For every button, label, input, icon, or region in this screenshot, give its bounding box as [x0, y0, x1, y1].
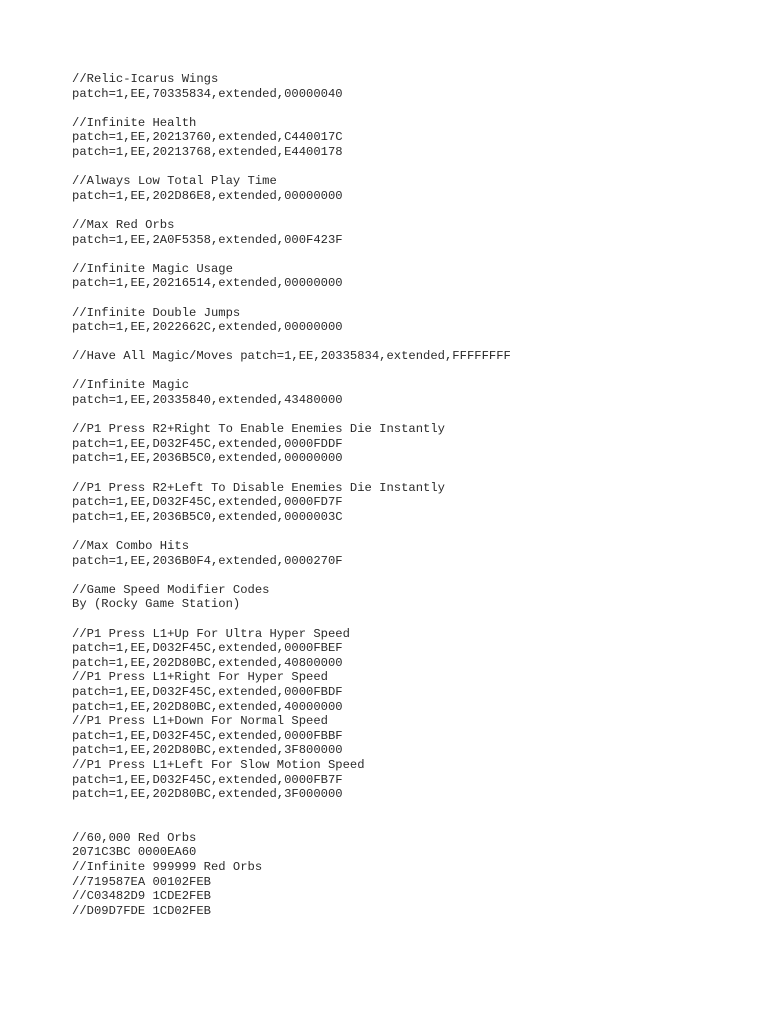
text-line: patch=1,EE,2A0F5358,extended,000F423F [72, 232, 343, 247]
text-line: patch=1,EE,2036B0F4,extended,0000270F [72, 553, 343, 568]
text-line: patch=1,EE,202D80BC,extended,40800000 [72, 655, 343, 670]
text-line: 2071C3BC 0000EA60 [72, 845, 197, 860]
text-line: //Always Low Total Play Time [72, 174, 277, 189]
text-line: //719587EA 00102FEB [72, 874, 211, 889]
text-line [72, 101, 752, 116]
text-line: //Infinite Magic Usage [72, 261, 233, 276]
text-line: patch=1,EE,202D80BC,extended,40000000 [72, 699, 343, 714]
text-line: //Max Red Orbs [72, 217, 175, 232]
text-line: //Infinite Double Jumps [72, 305, 241, 320]
text-line: patch=1,EE,D032F45C,extended,0000FDDF [72, 436, 343, 451]
text-line: //Have All Magic/Moves patch=1,EE,20335834,extended,FFFFFFFF [72, 349, 511, 364]
text-line: //C03482D9 1CDE2FEB [72, 889, 211, 904]
text-line [72, 160, 752, 175]
text-line: patch=1,EE,D032F45C,extended,0000FBDF [72, 684, 343, 699]
text-line: //Game Speed Modifier Codes [72, 582, 270, 597]
text-line [72, 247, 752, 262]
text-line: patch=1,EE,20213760,extended,C440017C [72, 130, 343, 145]
text-line [72, 816, 752, 831]
text-line: //P1 Press L1+Up For Ultra Hyper Speed [72, 626, 350, 641]
text-line: //D09D7FDE 1CD02FEB [72, 903, 211, 918]
text-line: //Max Combo Hits [72, 539, 190, 553]
text-line [72, 466, 752, 481]
text-line: patch=1,EE,D032F45C,extended,0000FBEF [72, 641, 343, 656]
text-line: By (Rocky Game Station) [72, 597, 241, 612]
text-line [72, 364, 752, 379]
text-line: patch=1,EE,2036B5C0,extended,0000003C [72, 509, 343, 524]
text-line [72, 524, 752, 539]
text-line: //P1 Press L1+Left For Slow Motion Speed [72, 757, 365, 772]
text-line [72, 335, 752, 350]
document-page [72, 72, 752, 918]
text-line: patch=1,EE,202D80BC,extended,3F800000 [72, 743, 343, 758]
text-line: //60,000 Red Orbs [72, 830, 197, 845]
text-line: patch=1,EE,20216514,extended,00000000 [72, 276, 343, 291]
text-line: patch=1,EE,70335834,extended,00000040 [72, 86, 343, 101]
text-line: patch=1,EE,202D80BC,extended,3F000000 [72, 787, 343, 802]
text-line: //Infinite Health [72, 115, 197, 130]
text-line [72, 203, 752, 218]
text-line [72, 568, 752, 583]
text-line: //P1 Press R2+Left To Disable Enemies Die Instantly [72, 480, 445, 495]
text-line [72, 612, 752, 627]
text-line: patch=1,EE,D032F45C,extended,0000FBBF [72, 728, 343, 743]
text-line: patch=1,EE,D032F45C,extended,0000FB7F [72, 772, 343, 787]
text-line: //Infinite 999999 Red Orbs [72, 860, 263, 875]
text-line: patch=1,EE,2022662C,extended,00000000 [72, 320, 343, 335]
text-line: patch=1,EE,2036B5C0,extended,00000000 [72, 451, 343, 466]
text-line: //Relic-Icarus Wings [72, 72, 219, 86]
text-line: //Infinite Magic [72, 378, 190, 393]
text-line: //P1 Press R2+Right To Enable Enemies Die Instantly [72, 422, 445, 437]
text-line: //P1 Press L1+Down For Normal Speed [72, 714, 328, 729]
text-line [72, 802, 752, 817]
text-line: //P1 Press L1+Right For Hyper Speed [72, 670, 328, 685]
text-line [72, 408, 752, 423]
text-line [72, 291, 752, 306]
text-line: patch=1,EE,20213768,extended,E4400178 [72, 144, 343, 159]
text-line: patch=1,EE,20335840,extended,43480000 [72, 393, 343, 408]
text-line: patch=1,EE,D032F45C,extended,0000FD7F [72, 495, 343, 510]
text-line: patch=1,EE,202D86E8,extended,00000000 [72, 188, 343, 203]
